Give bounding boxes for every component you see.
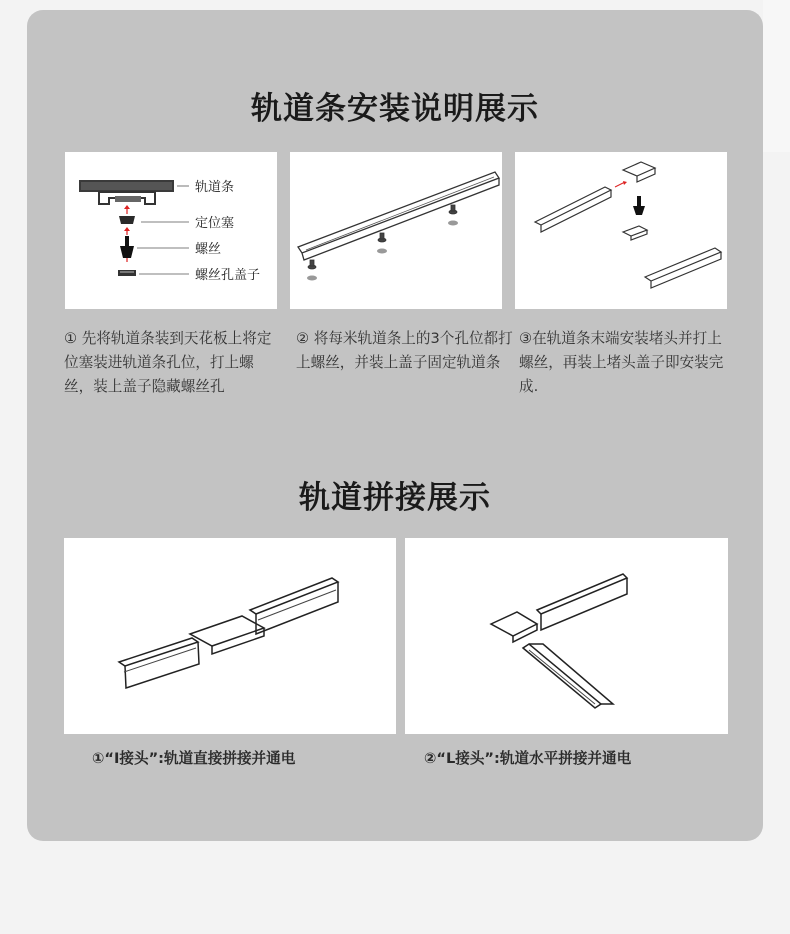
- label-rail: 轨道条: [195, 180, 235, 195]
- label-screw-cap: 螺丝孔盖子: [195, 268, 261, 283]
- label-screw: 螺丝: [195, 242, 222, 257]
- caption-l-connector: ②“L接头”:轨道水平拼接并通电: [424, 750, 632, 767]
- diagram-parts: [65, 152, 277, 309]
- diagram-end-cap: [515, 152, 727, 309]
- step-1-text: ① 先将轨道条装到天花板上将定位塞装进轨道条孔位，打上螺丝，装上盖子隐藏螺丝孔: [64, 330, 272, 395]
- caption-i-connector: ①“I接头”:轨道直接拼接并通电: [92, 750, 296, 767]
- background-strip: [763, 0, 790, 152]
- diagram-rail-screws: [290, 152, 502, 309]
- step-3-text: ③在轨道条末端安装堵头并打上螺丝，再装上堵头盖子即安装完成.: [519, 330, 724, 395]
- section-title-installation: 轨道条安装说明展示: [251, 91, 539, 127]
- diagram-l-connector: [405, 538, 728, 734]
- section-title-splicing: 轨道拼接展示: [299, 480, 491, 516]
- label-plug: 定位塞: [195, 216, 235, 231]
- step-2-text: ② 将每米轨道条上的3个孔位都打上螺丝，并装上盖子固定轨道条: [296, 330, 513, 371]
- diagram-i-connector: [64, 538, 396, 734]
